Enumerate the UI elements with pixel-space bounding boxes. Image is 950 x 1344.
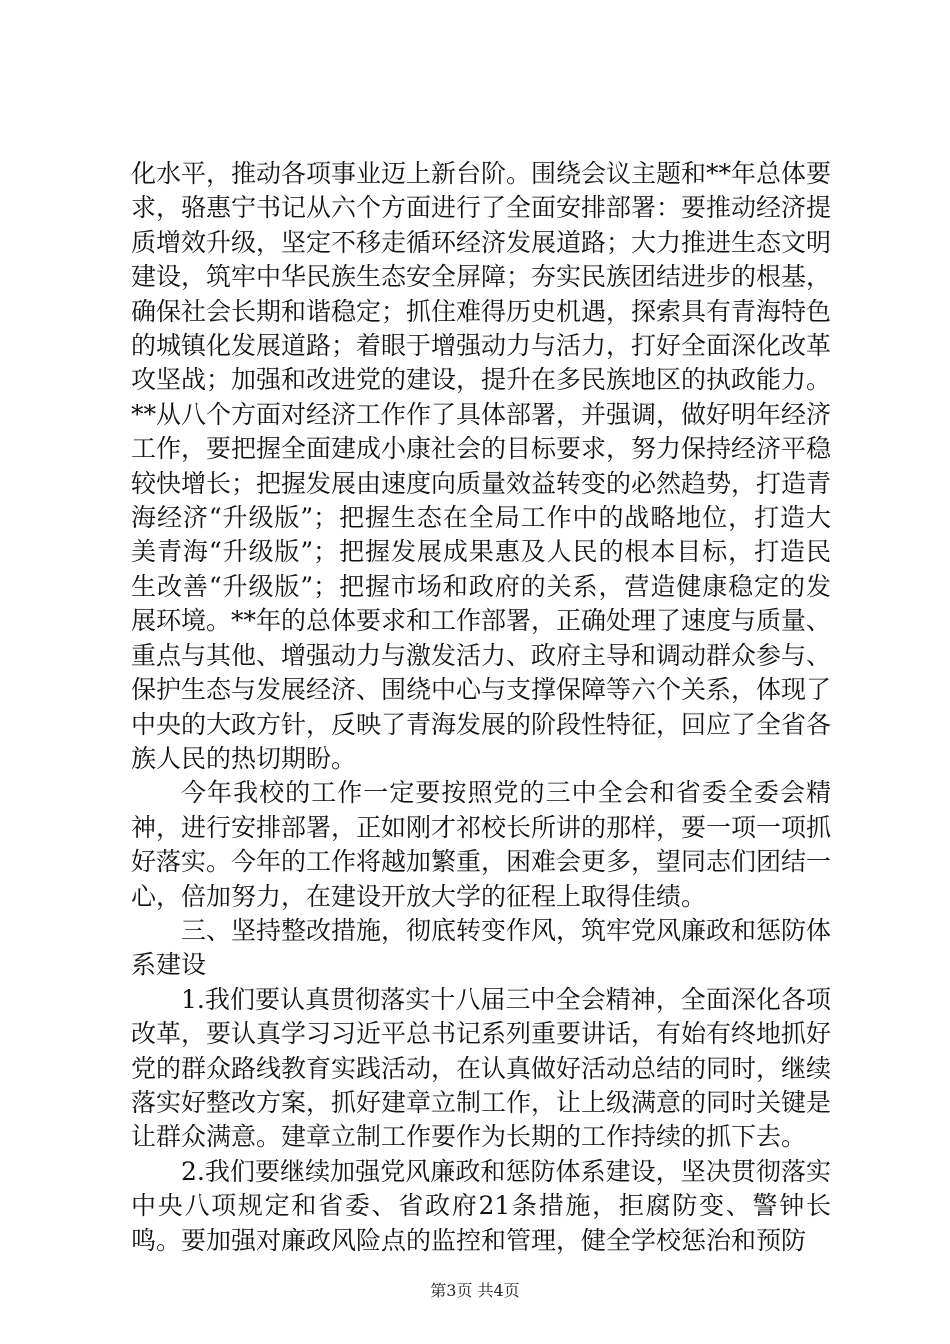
section-heading: 三、坚持整改措施，彻底转变作风，筑牢党风廉政和惩防体系建设 — [131, 915, 832, 980]
paragraph-school-work: 今年我校的工作一定要按照党的三中全会和省委全委会精神，进行安排部署，正如刚才祁校长所讲的那样，要一项一项抓好落实。今年的工作将越加繁重，困难会更多，望同志们团结一心，倍加努力，在建设开放大学的征程上取得佳绩。 — [131, 778, 832, 911]
page-footer: 第3页 共4页 — [430, 1281, 520, 1300]
paragraph-item-2: 2.我们要继续加强党风廉政和惩防体系建设，坚决贯彻落实中央八项规定和省委、省政府21条措施，拒腐防变、警钟长鸣。要加强对廉政风险点的监控和管理，健全学校惩治和预防 — [131, 1156, 831, 1255]
body-text — [131, 157, 831, 1258]
paragraph-item-1: 1.我们要认真贯彻落实十八届三中全会精神，全面深化各项改革，要认真学习习近平总书记系列重要讲话，有始有终地抓好党的群众路线教育实践活动，在认真做好活动总结的同时，继续落实好整改方案，抓好建章立制工作，让上级满意的同时关键是让群众满意。建章立制工作要作为长期的工作持续的抓下去。 — [131, 984, 832, 1152]
paragraph-continuation: 化水平，推动各项事业迈上新台阶。围绕会议主题和**年总体要求，骆惠宁书记从六个方面进行了全面安排部署：要推动经济提质增效升级，坚定不移走循环经济发展道路；大力推进生态文明建设，筑牢中华民族生态安全屏障；夯实民族团结进步的根基，确保社会长期和谐稳定；抓住难得历史机遇，探索具有青海特色的城镇化发展道路；着眼于增强动力与活力，打好全面深化改革攻坚战；加强和改进党的建设，提升在多民族地区的执政能力。**从八个方面对经济工作作了具体部署，并强调，做好明年经济工作，要把握全面建成小康社会的目标要求，努力保持经济平稳较快增长；把握发展由速度向质量效益转变的必然趋势，打造青海经济“升级版”；把握生态在全局工作中的战略地位，打造大美青海“升级版”；把握发展成果惠及人民的根本目标，打造民生改善“升级版”；把握市场和政府的关系，营造健康稳定的发展环境。**年的总体要求和工作部署，正确处理了速度与质量、重点与其他、增强动力与激发活力、政府主导和调动群众参与、保护生态与发展经济、围绕中心与支撑保障等六个关系，体现了中央的大政方针，反映了青海发展的阶段性特征，回应了全省各族人民的热切期盼。 — [131, 159, 832, 773]
